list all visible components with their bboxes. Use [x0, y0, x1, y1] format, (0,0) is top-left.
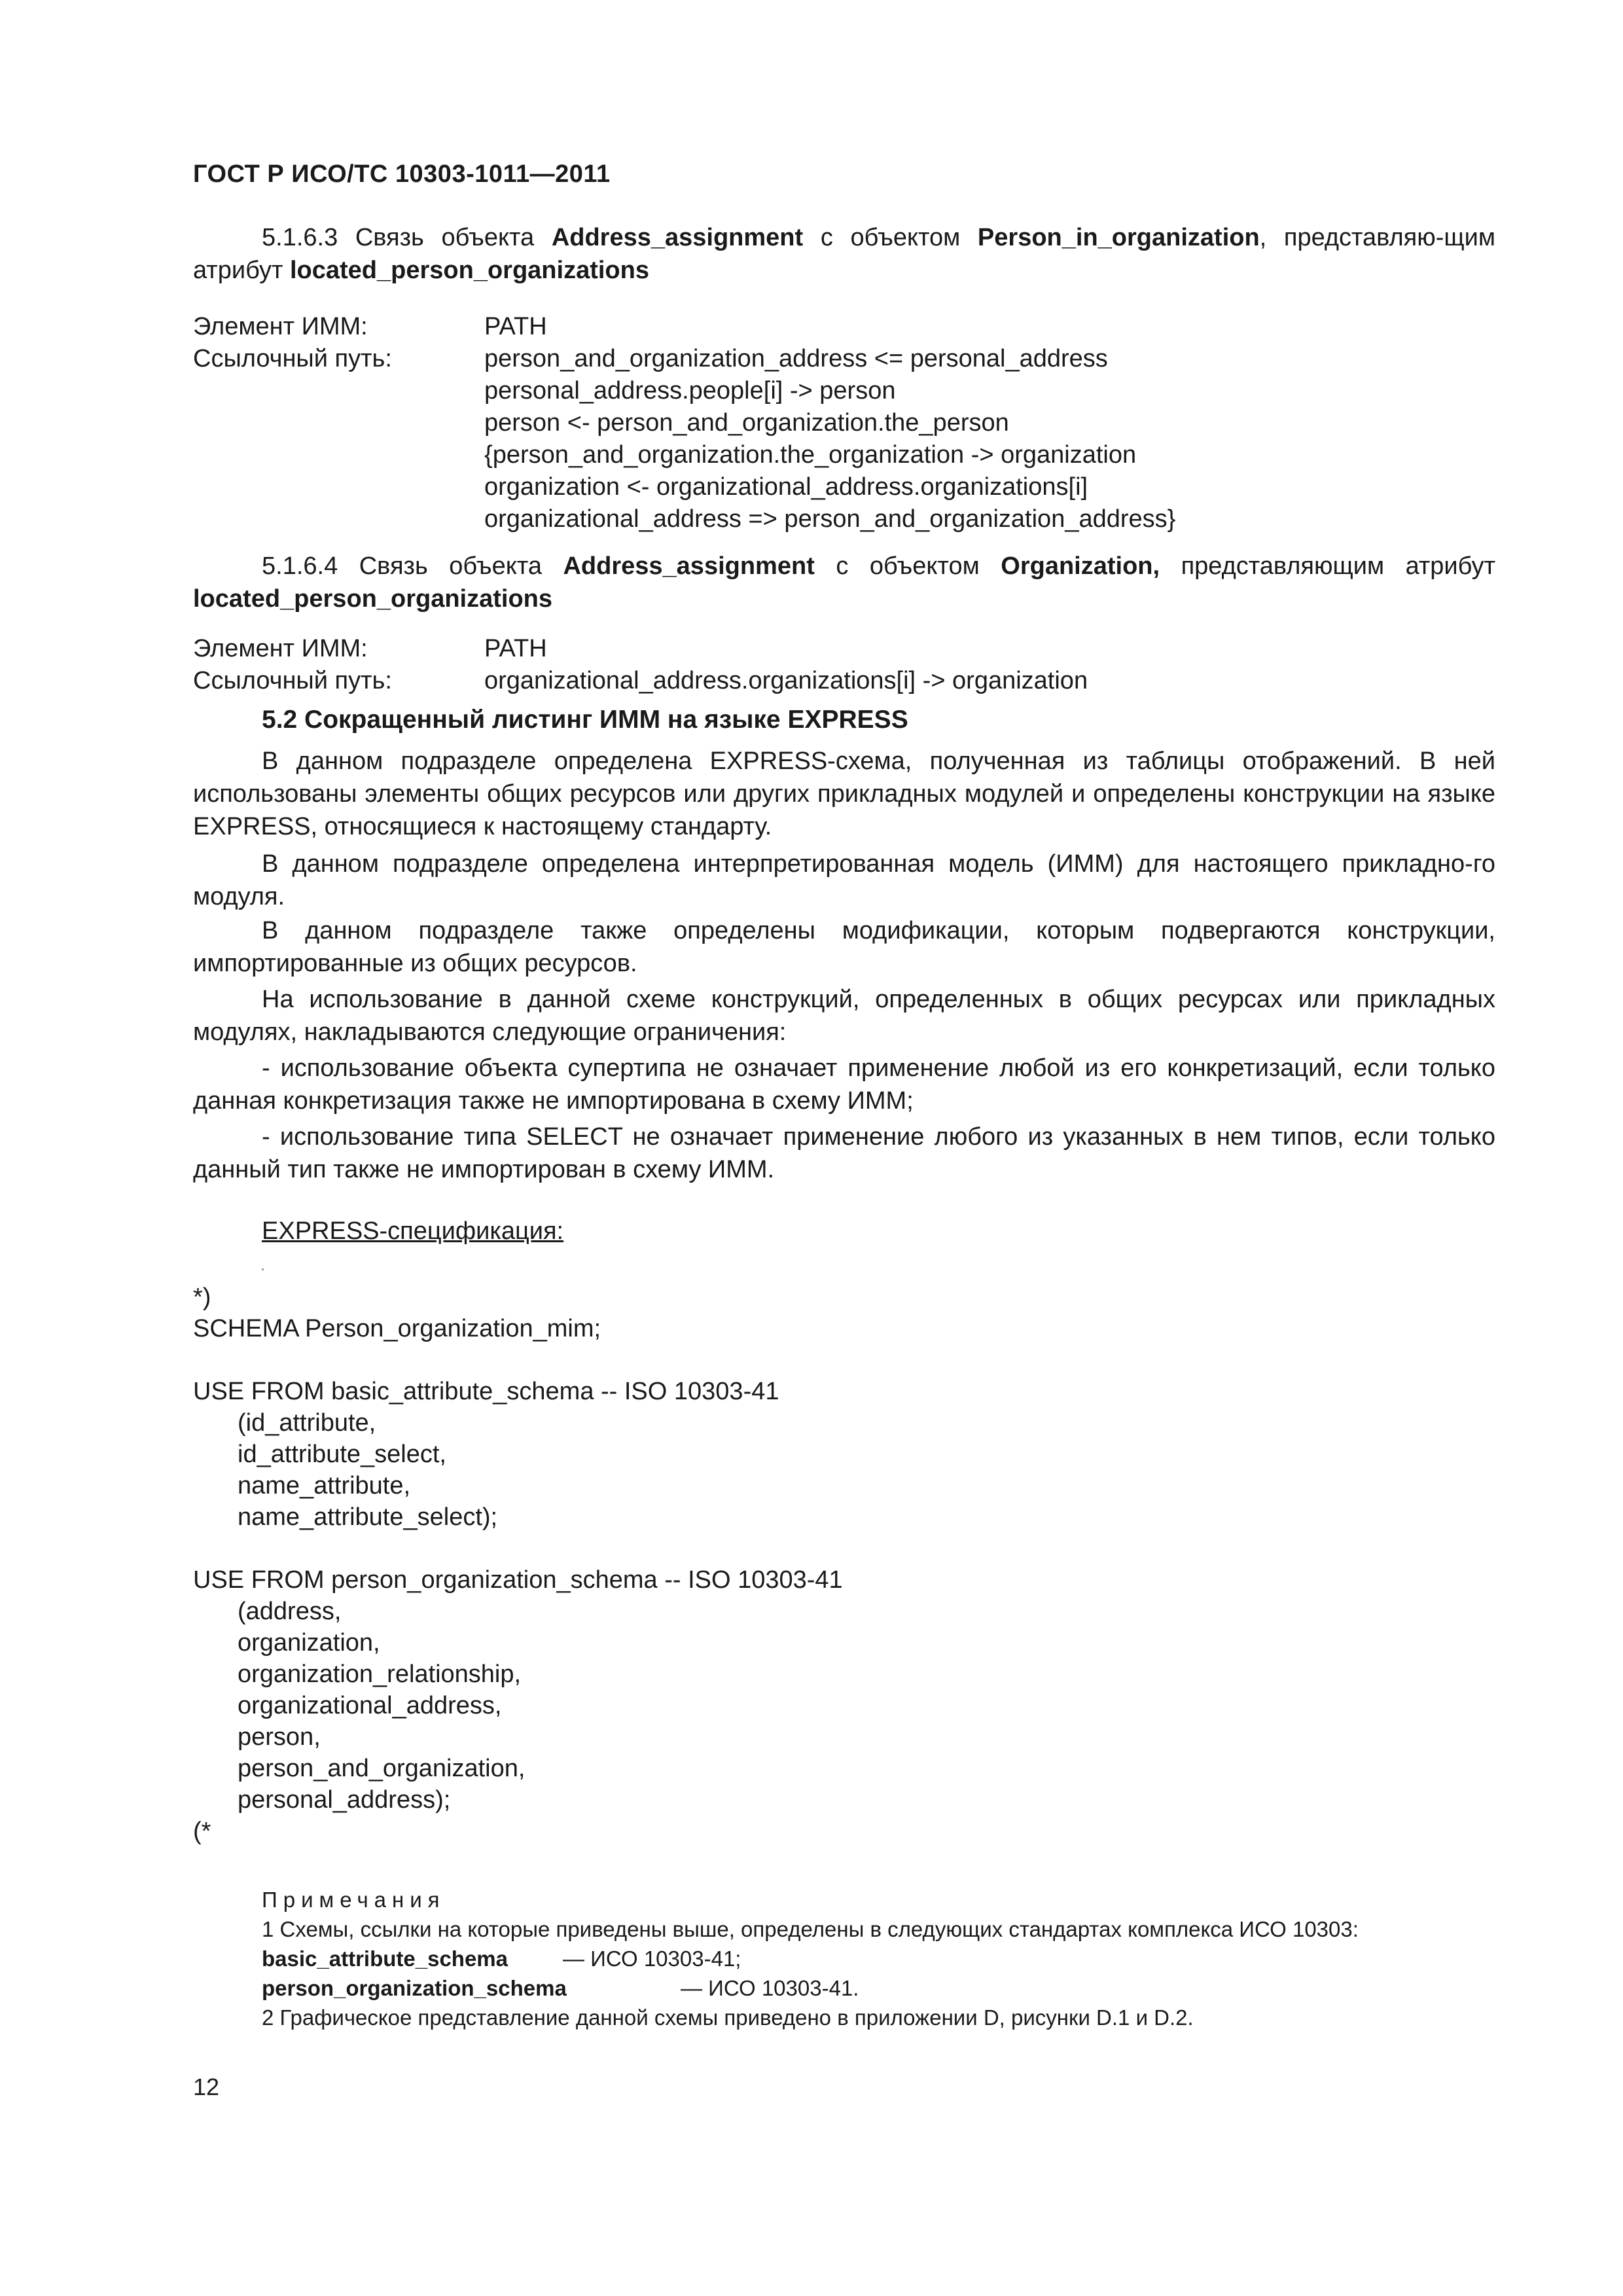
schema-reference: — ИСО 10303-41; [563, 1946, 741, 1971]
code-line: *) [193, 1283, 211, 1311]
code-blank-line [193, 1533, 843, 1564]
notes-block [262, 1885, 1492, 2032]
express-code-block [193, 1282, 843, 1847]
schema-name: person_organization_schema [262, 1976, 567, 2000]
page-number: 12 [193, 2073, 220, 2100]
mim-element-label: Элемент ИММ: [193, 313, 368, 340]
path-line: organizational_address.organizations[i] -> organization [484, 667, 1088, 694]
mapping-1 [193, 311, 1495, 535]
code-line: organizational_address, [238, 1692, 502, 1719]
schema-name: basic_attribute_schema [262, 1946, 508, 1971]
path-line: person_and_organization_address <= personal_address [484, 345, 1108, 372]
schema-reference: — ИСО 10303-41. [681, 1976, 859, 2000]
code-line: organization, [238, 1629, 380, 1657]
scan-speck [262, 1268, 264, 1270]
code-line: (address, [238, 1598, 342, 1625]
code-line: name_attribute, [238, 1472, 411, 1499]
code-blank-line [193, 1344, 843, 1376]
path-line: person <- person_and_organization.the_person [484, 409, 1009, 437]
note-schema-row [262, 1944, 1492, 1973]
note-1: 1 Схемы, ссылки на которые приведены выше, определены в следующих стандартах комплекса ИСО 10303: [262, 1917, 1359, 1941]
path-line: organization <- organizational_address.organizations[i] [484, 473, 1088, 501]
mim-element-value: PATH [484, 635, 547, 662]
clause-5164-mid: с объектом [814, 552, 1001, 580]
paragraph: В данном подразделе также определены модификации, которым подвергаются конструкции, импортированные из общих ресурсов. [193, 917, 1495, 977]
document-header: ГОСТ Р ИСО/ТС 10303-1011—2011 [193, 160, 611, 188]
reference-path-lines [484, 343, 1495, 535]
code-line: USE FROM basic_attribute_schema -- ISO 10303-41 [193, 1378, 779, 1405]
attribute-located-person-organizations: located_person_organizations [193, 585, 553, 613]
mapping-2 [193, 633, 1495, 697]
code-line: person, [238, 1723, 321, 1751]
code-line: person_and_organization, [238, 1755, 526, 1782]
clause-5163 [193, 221, 1495, 287]
paragraph: В данном подразделе определена EXPRESS-схема, полученная из таблицы отображений. В ней использованы элементы общих ресурсов или других прикладных модулей и определены конструкции на языке EXPRESS, относящиеся к настоящему стандарту. [193, 747, 1495, 840]
notes-title: Примечания [262, 1888, 446, 1912]
section-5-2-title: 5.2 Сокращенный листинг ИММ на языке EXPRESS [262, 706, 908, 734]
code-line: id_attribute_select, [238, 1441, 446, 1468]
path-line: personal_address.people[i] -> person [484, 377, 896, 404]
path-line: {person_and_organization.the_organization -> organization [484, 441, 1137, 469]
clause-5164-number: 5.1.6.4 Связь объекта [262, 552, 563, 580]
code-line: organization_relationship, [238, 1660, 522, 1688]
note-2: 2 Графическое представление данной схемы приведено в приложении D, рисунки D.1 и D.2. [262, 2005, 1194, 2030]
clause-5164-tail: представляющим атрибут [1160, 552, 1495, 580]
entity-person-in-organization: Person_in_organization [977, 224, 1260, 251]
clause-5163-number: 5.1.6.3 Связь объекта [262, 224, 552, 251]
code-line: personal_address); [238, 1786, 451, 1814]
restriction-item: - использование типа SELECT не означает применение любого из указанных в нем типов, если только данный тип также не импортирован в схему ИММ. [193, 1123, 1495, 1183]
code-line: name_attribute_select); [238, 1503, 498, 1531]
code-line: (id_attribute, [238, 1409, 376, 1437]
clause-5164 [193, 550, 1495, 615]
code-line: SCHEMA Person_organization_mim; [193, 1315, 601, 1342]
paragraph: На использование в данной схеме конструкций, определенных в общих ресурсах или прикладных модулях, накладываются следующие ограничения: [193, 986, 1495, 1046]
entity-address-assignment: Address_assignment [551, 224, 804, 251]
reference-path-label: Ссылочный путь: [193, 667, 392, 694]
entity-organization: Organization, [1001, 552, 1160, 580]
attribute-located-person-organizations: located_person_organizations [289, 257, 649, 284]
note-schema-row [262, 1973, 1492, 2003]
entity-address-assignment: Address_assignment [563, 552, 815, 580]
mim-element-value: PATH [484, 313, 547, 340]
mim-element-label: Элемент ИММ: [193, 635, 368, 662]
code-line: (* [193, 1818, 211, 1845]
clause-5163-mid: с объектом [803, 224, 978, 251]
code-line: USE FROM person_organization_schema -- ISO 10303-41 [193, 1566, 843, 1594]
clause-5163-tail: , представляю-щим атрибут [193, 224, 1495, 284]
path-line: organizational_address => person_and_organization_address} [484, 505, 1176, 533]
reference-path-label: Ссылочный путь: [193, 345, 392, 372]
restriction-item: - использование объекта супертипа не означает применение любой из его конкретизаций, если только данная конкретизация также не импортирована в схему ИММ; [193, 1054, 1495, 1115]
paragraph: В данном подразделе определена интерпретированная модель (ИММ) для настоящего прикладно-го модуля. [193, 850, 1495, 910]
express-specification-label: EXPRESS-спецификация: [262, 1217, 564, 1245]
